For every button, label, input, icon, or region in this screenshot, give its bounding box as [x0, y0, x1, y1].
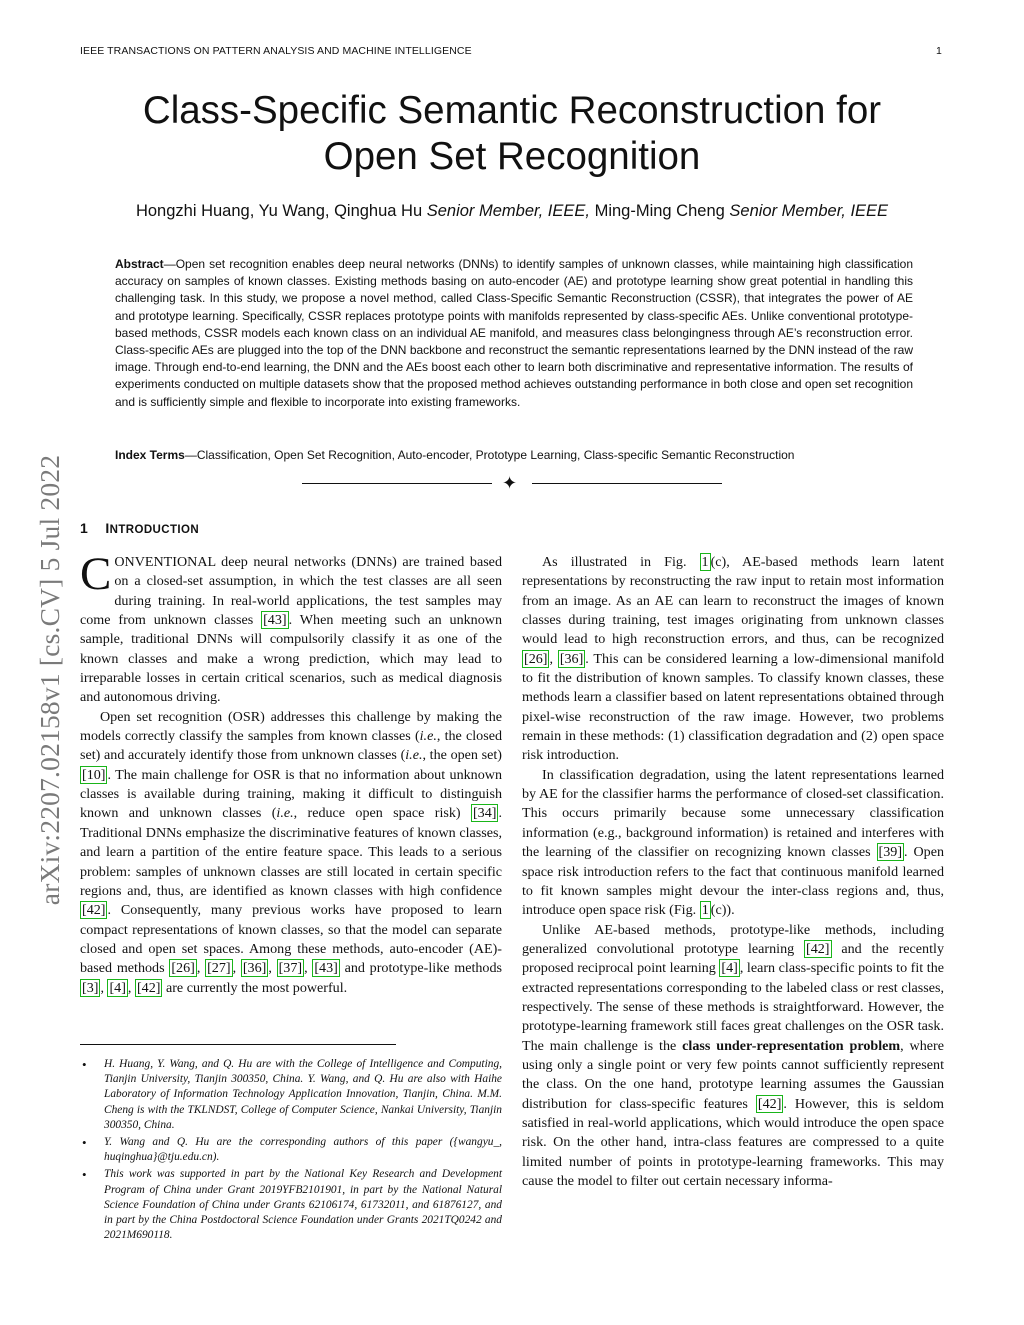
- authors-names-2: Ming-Ming Cheng: [589, 202, 730, 220]
- intro-paragraph-5: [522, 921, 944, 1192]
- intro-paragraph-1: [80, 548, 502, 708]
- index-terms: [115, 447, 913, 464]
- text-run: . Consequently, many previous works have proposed to learn compact representations of known classes, so that the model can separate closed and open set spaces. Among these methods, auto-encoder (AE)-based methods: [80, 902, 502, 977]
- citation-link[interactable]: [36]: [242, 960, 267, 977]
- footnote-funding: • This work was supported in part by the National Key Research and Development Program of China under Grant 2019YFB2101901, in part by the National Natural Science Foundation of China under Grants 62106174, 61732011, and 61876127, and in part by the China Postdoctoral Science Foundation under Grants 2021TQ0242 and 2021M690118.: [80, 1167, 502, 1243]
- citation-link[interactable]: [27]: [207, 960, 231, 977]
- paper-title: [60, 88, 964, 180]
- text-run: i.e.: [276, 805, 294, 822]
- citation-link[interactable]: [3]: [82, 979, 99, 996]
- text-run: , learn class-specific points to fit the extracted representations corresponding to the labeled class or rest classes, respectively. The sense of these methods is straightforward. However, the prototype-learning framework still faces great challenges on the OSR task. The main challenge is the: [522, 960, 944, 1054]
- abstract-label: Abstract: [115, 257, 164, 271]
- abstract: [115, 256, 913, 411]
- citation-link[interactable]: [26]: [171, 960, 195, 977]
- section-title-initial: I: [105, 520, 110, 536]
- text-run: ,: [196, 960, 206, 977]
- index-terms-label: Index Terms: [115, 448, 185, 462]
- text-run: ,: [304, 960, 313, 977]
- intro-paragraph-2: [80, 708, 502, 998]
- citation-link[interactable]: [42]: [136, 979, 161, 996]
- text-run: , the closed set) and accurately identify those from unknown classes (: [80, 728, 502, 764]
- text-run: Unlike AE-based methods, prototype-like methods, including generalized convolutional prototype learning: [522, 921, 944, 957]
- text-run: ,: [100, 979, 108, 996]
- text-run: ONVENTIONAL deep neural networks (DNNs) are trained based on a closed-set assumption, in which the test classes are all seen during training. In real-world applications, the test samples may come from unknown classes: [80, 554, 502, 629]
- abstract-text: —Open set recognition enables deep neural networks (DNNs) to identify samples of unknown classes, while maintaining high classification accuracy on samples of known classes. Existing methods basing on auto-encoder (AE) and prototype learning show great potential in handling this challenging task. In this study, we propose a novel method, called Class-Specific Semantic Reconstruction (CSSR), that integrates the power of AE and prototype learning. Specifically, CSSR replaces prototype points with manifolds represented by class-specific AEs. Unlike conventional prototype-based methods, CSSR models each known class on an individual AE manifold, and measures class belongingness through AE’s reconstruction error. Class-specific AEs are plugged into the top of the DNN backbone and reconstruct the semantic representations learned by the DNN instead of the raw image. Through end-to-end learning, the DNN and the AEs boost each other to learn both discriminative and representative information. The results of experiments conducted on multiple datasets show that the proposed method achieves outstanding performance in both close and open set recognition and is sufficiently simple and flexible to incorporate into existing frameworks.: [115, 257, 913, 409]
- authors-names-1: Hongzhi Huang, Yu Wang, Qinghua Hu: [135, 202, 427, 220]
- text-run: . Open space risk introduction refers to the fact that continuous manifold learned to fit known samples might devour the inter-class regions and, thus, introduce open space risk (Fig.: [522, 844, 944, 919]
- text-run: (c), AE-based methods learn latent representations by reconstructing the raw input to retain most information from an image. As an AE can learn to reconstruct the images of known classes during training, test images originating from unknown classes would lead to high reconstruction errors, and thus, can be recognized: [522, 554, 944, 648]
- citation-link[interactable]: [36]: [559, 650, 584, 667]
- text-run: and the recently proposed reciprocal point learning: [522, 940, 944, 977]
- index-terms-text: —Classification, Open Set Recognition, Auto-encoder, Prototype Learning, Class-specific Semantic Reconstruction: [184, 448, 795, 462]
- text-run: ,: [127, 979, 135, 996]
- footnotes: [80, 1057, 502, 1245]
- citation-link[interactable]: [34]: [472, 805, 497, 822]
- arxiv-stamp: arXiv:2207.02158v1 [cs.CV] 5 Jul 2022: [34, 454, 65, 906]
- left-column: [80, 548, 502, 998]
- section-heading: [80, 520, 199, 536]
- text-run: ,: [268, 960, 277, 977]
- citation-link[interactable]: [42]: [757, 1095, 782, 1112]
- text-run: , reduce open space risk): [293, 805, 471, 822]
- text-run: As illustrated in Fig.: [542, 554, 700, 570]
- text-run: . Traditional DNNs emphasize the discriminative features of known classes, and learn a partition of the entire feature space. This leads to a serious problem: samples of unknown classes are still located in certain specific regions and, thus, are identified as known classes with high confidence: [80, 805, 502, 899]
- divider-line-left: [302, 483, 492, 484]
- text-run: are currently the most powerful.: [162, 979, 348, 996]
- text-run: , where using only a single point or very few points cannot sufficiently represent the class. On the one hand, prototype learning assumes the Gaussian distribution for class-specific features: [522, 1037, 944, 1112]
- citation-link[interactable]: [10]: [82, 766, 106, 783]
- emphasis-term: class under-representation problem: [682, 1037, 901, 1054]
- divider-line-right: [532, 483, 722, 484]
- divider-diamond-icon: ✦: [502, 473, 518, 493]
- figure-link[interactable]: 1: [701, 902, 709, 919]
- intro-paragraph-3: [522, 553, 944, 766]
- text-run: . However, this is seldom satisfied in real-world applications, which would introduce the open space risk. On the other hand, intra-class features are compressed to a quite limited number of points in prototype-learning frameworks. This may cause the model to filter out certain necessary informa-: [522, 1095, 944, 1189]
- running-header: IEEE TRANSACTIONS ON PATTERN ANALYSIS AND MACHINE INTELLIGENCE: [80, 45, 472, 57]
- citation-link[interactable]: [26]: [524, 650, 548, 667]
- section-number: 1: [80, 520, 89, 536]
- text-run: i.e.: [405, 747, 423, 764]
- citation-link[interactable]: [39]: [878, 844, 903, 861]
- footnote-rule: [80, 1044, 396, 1045]
- title-line-2: Open Set Recognition: [323, 135, 701, 178]
- citation-link[interactable]: [42]: [806, 940, 830, 957]
- authors-role-1: Senior Member, IEEE,: [426, 202, 590, 220]
- text-run: . When meeting such an unknown sample, traditional DNNs will compulsorily classify it as one of the known classes and make a wrong prediction, which may lead to irreparable losses in certain critical scenarios, such as medical diagnosis and autonomous driving.: [80, 612, 502, 706]
- text-run: ,: [232, 960, 241, 977]
- citation-link[interactable]: [4]: [721, 960, 738, 977]
- text-run: , the open set): [422, 747, 502, 764]
- intro-paragraph-4: [522, 766, 944, 921]
- text-run: ,: [549, 650, 558, 667]
- citation-link[interactable]: [42]: [82, 902, 106, 919]
- section-title-rest: NTRODUCTION: [109, 524, 200, 536]
- figure-link[interactable]: 1: [701, 554, 709, 570]
- right-column: [522, 553, 944, 1191]
- drop-cap: C: [80, 548, 112, 600]
- authors-role-2: Senior Member, IEEE: [729, 202, 889, 220]
- text-run: . The main challenge for OSR is that no information about unknown classes is available during training, making it difficult to distinguish known and unknown classes (: [80, 766, 502, 822]
- text-run: i.e.: [419, 728, 437, 745]
- footnote-corresponding-authors: • Y. Wang and Q. Hu are the corresponding authors of this paper ({wangyu_, huqinghua}@tju.edu.cn).: [80, 1135, 502, 1165]
- page-number: 1: [936, 45, 942, 57]
- title-line-1: Class-Specific Semantic Reconstruction for: [142, 89, 882, 132]
- citation-link[interactable]: [37]: [278, 960, 303, 977]
- text-run: (c)).: [710, 902, 735, 919]
- text-run: Open set recognition (OSR) addresses this challenge by making the models correctly classify the samples from known classes (: [80, 708, 502, 745]
- citation-link[interactable]: [43]: [314, 960, 338, 977]
- citation-link[interactable]: [4]: [109, 979, 126, 996]
- footnote-affiliations: • H. Huang, Y. Wang, and Q. Hu are with the College of Intelligence and Computing, Tianjin University, Tianjin 300350, China. Y. Wang, and Q. Hu are also with Haihe Laboratory of Information Technology Application Innovation, Tianjin, China. M.M. Cheng is with the TKLNDST, College of Computer Science, Nankai University, Tianjin 300350, China.: [80, 1057, 502, 1133]
- text-run: . This can be considered learning a low-dimensional manifold to fit the distribution of known samples. To classify known classes, these methods learn a classifier based on latent representations obtained through pixel-wise reconstruction of the raw image. However, two problems remain in these methods: (1) classification degradation and (2) open space risk introduction.: [522, 650, 944, 764]
- author-list: [60, 202, 964, 221]
- text-run: In classification degradation, using the latent representations learned by AE for the classifier harms the performance of closed-set classification. This occurs primarily because some unnecessary classification information (e.g., background information) is retained and interferes with the learning of the classifier on recognizing known classes: [522, 766, 944, 861]
- text-run: and prototype-like methods: [339, 960, 502, 977]
- citation-link[interactable]: [43]: [263, 612, 287, 629]
